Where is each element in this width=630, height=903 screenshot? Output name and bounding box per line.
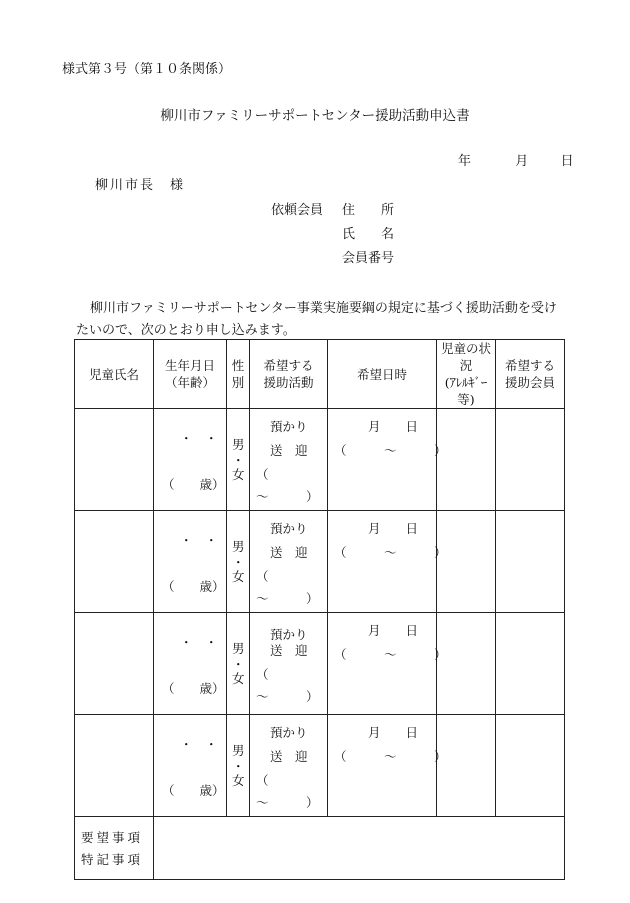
birthdate-input[interactable]: ・ ・ （ 歳）: [154, 511, 227, 613]
table-row: [75, 409, 565, 511]
header-datetime: 希望日時: [328, 340, 437, 409]
helper-member-input[interactable]: [496, 409, 565, 511]
page-title: 柳川市ファミリーサポートセンター援助活動申込書: [160, 108, 470, 124]
child-name-input[interactable]: [75, 409, 154, 511]
requester-address-label: 住 所: [342, 203, 395, 218]
requester-name-label: 氏 名: [342, 227, 395, 242]
datetime-input[interactable]: 月 日 （ ～ ）: [328, 715, 437, 817]
child-status-input[interactable]: [437, 613, 496, 715]
helper-member-input[interactable]: [496, 613, 565, 715]
year-label: 年: [458, 154, 472, 169]
helper-member-input[interactable]: [496, 715, 565, 817]
datetime-input[interactable]: 月 日 （ ～ ）: [328, 409, 437, 511]
header-child-status: 児童の状況 (ｱﾚﾙｷﾞｰ等): [437, 340, 496, 409]
child-name-input[interactable]: [75, 715, 154, 817]
header-helper-member: 希望する 援助会員: [496, 340, 565, 409]
child-name-input[interactable]: [75, 613, 154, 715]
month-label: 月: [515, 154, 529, 169]
day-label: 日: [560, 154, 574, 169]
datetime-input[interactable]: 月 日 （ ～ ）: [328, 511, 437, 613]
activity-select[interactable]: 預かり 送 迎 （ ～ ）: [250, 715, 328, 817]
child-status-input[interactable]: [437, 511, 496, 613]
application-statement: 柳川市ファミリーサポートセンター事業実施要綱の規定に基づく援助活動を受けたいので、次のとおり申し込みます。: [76, 301, 557, 338]
child-status-input[interactable]: [437, 715, 496, 817]
table-row: [75, 613, 565, 715]
header-sex: 性 別: [227, 340, 250, 409]
requests-label: 要望事項: [81, 830, 144, 845]
application-table: [74, 339, 565, 880]
header-birthdate: 生年月日 （年齢）: [154, 340, 227, 409]
notes-input[interactable]: [154, 817, 565, 880]
addressee: 柳川市長 様: [95, 178, 186, 193]
form-number: 様式第３号（第１０条関係）: [62, 62, 232, 77]
header-child-name: 児童氏名: [75, 340, 154, 409]
birthdate-input[interactable]: ・ ・ （ 歳）: [154, 613, 227, 715]
activity-select[interactable]: 預かり 送 迎 （ ～ ）: [250, 511, 328, 613]
requester-label: 依頼会員: [271, 203, 324, 218]
activity-select[interactable]: 預かり 送 迎 （ ～ ）: [250, 409, 328, 511]
requester-member-no-label: 会員番号: [342, 251, 395, 266]
sex-select[interactable]: 男 ・ 女: [227, 511, 250, 613]
notes-row: [75, 817, 565, 880]
special-notes-label: 特記事項: [81, 852, 144, 867]
birthdate-input[interactable]: ・ ・ （ 歳）: [154, 409, 227, 511]
date-line: [458, 150, 574, 169]
helper-member-input[interactable]: [496, 511, 565, 613]
sex-select[interactable]: 男 ・ 女: [227, 409, 250, 511]
child-status-input[interactable]: [437, 409, 496, 511]
table-row: [75, 715, 565, 817]
datetime-input[interactable]: 月 日 （ ～ ）: [328, 613, 437, 715]
header-activity: 希望する 援助活動: [250, 340, 328, 409]
table-row: [75, 511, 565, 613]
birthdate-input[interactable]: ・ ・ （ 歳）: [154, 715, 227, 817]
sex-select[interactable]: 男 ・ 女: [227, 613, 250, 715]
activity-select[interactable]: 預かり 送 迎 （ ～ ）: [250, 613, 328, 715]
header-row: [75, 340, 565, 409]
sex-select[interactable]: 男 ・ 女: [227, 715, 250, 817]
child-name-input[interactable]: [75, 511, 154, 613]
notes-label: [75, 817, 154, 880]
